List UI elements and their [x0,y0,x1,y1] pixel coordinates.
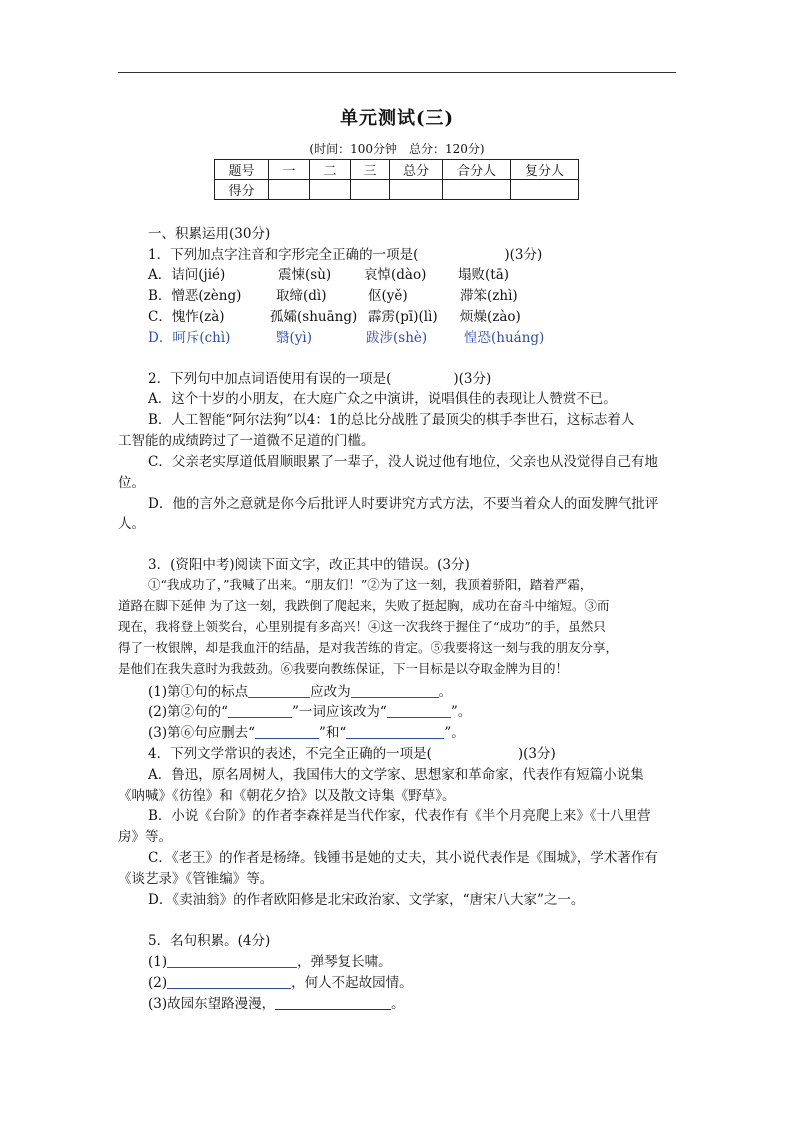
option-item: 塌败(tā) [458,267,510,283]
fill-blank[interactable] [255,724,319,739]
option-item: A．诘问(jié) [148,267,226,283]
exam-info: (时间：100分钟 总分：120分) [309,142,485,156]
question-1-option-c [148,308,521,326]
sub-question-text: (1)第①句的标点 [148,684,249,700]
option-item: 烦燥(zào) [460,309,521,325]
question-2-option-a: A．这个十岁的小朋友，在大庭广众之中演讲，说唱俱佳的表现让人赞赏不已。 [148,391,617,407]
sub-question-text: (3)第⑥句应删去“ [148,725,256,741]
fill-blank[interactable] [346,724,444,739]
question-points: )(3分) [504,247,543,263]
fill-blank[interactable] [167,974,291,989]
passage-line: ①“我成功了，”我喊了出来。“朋友们！”②为了这一刻，我顶着骄阳，踏着严霜， [148,577,593,592]
question-points: )(3分) [517,746,556,762]
passage-line: 现在，我将登上领奖台，心里别提有多高兴！④这一次我终于握住了“成功”的手，虽然只 [118,619,606,634]
question-stem-text: 1．下列加点字注音和字形完全正确的一项是( [148,247,419,263]
table-cell: 一 [269,160,310,180]
table-cell: 二 [310,160,351,180]
score-table-header-row [215,160,579,180]
sub-question-text: 。 [391,996,405,1012]
question-points: )(3分) [453,371,492,387]
sub-question-text: (1) [148,954,168,970]
sub-question-text: ”。 [450,704,472,720]
score-input-cell[interactable] [351,180,390,200]
option-item: 孤孀(shuāng) [270,309,358,325]
question-2-stem [148,370,491,388]
option-item: 震悚(sù) [278,267,332,283]
passage-line: 是他们在我失意时为我鼓劲。⑥我要向教练保证，下一目标是以夺取金牌为目的！ [118,661,569,676]
score-input-cell[interactable] [310,180,351,200]
question-2-option-d-line1: D．他的言外之意就是你今后批评人时要讲究方式方法，不要当着众人的面发脾气批评 [148,496,659,512]
question-2-option-c-line2: 位。 [118,475,145,491]
sub-question-text: 。 [438,684,453,700]
question-1-stem [148,246,542,264]
question-3-sub-3 [148,724,465,742]
score-input-cell[interactable] [390,180,443,200]
passage-line: 道路在脚下延伸 为了这一刻，我跌倒了爬起来，失败了挺起胸，成功在奋斗中缩短。③而 [118,598,610,613]
option-item: 滞笨(zhì) [460,288,518,304]
question-4-option-c-line1: C．《老王》的作者是杨绛。钱锺书是她的丈夫，其小说代表作是《围城》，学术著作有 [148,850,658,866]
question-5-sub-3 [148,995,405,1013]
question-4-option-a-line2: 《呐喊》《彷徨》和《朝花夕拾》以及散文诗集《野草》。 [118,788,456,804]
question-2-option-b-line1: B．人工智能“阿尔法狗”以4：1的总比分战胜了最顶尖的棋手李世石，这标志着人 [148,412,635,428]
section-heading: 一、积累运用(30分) [148,226,271,242]
table-cell: 三 [351,160,390,180]
option-item: 哀悼(dào) [364,267,427,283]
question-4-option-c-line2: 《谈艺录》《管锥编》等。 [118,871,274,887]
table-cell: 题号 [215,160,269,180]
page-title: 单元测试(三) [339,108,455,129]
option-item: 伛(yě) [368,288,408,304]
fill-blank[interactable] [275,995,391,1010]
question-2-option-c-line1: C．父亲老实厚道低眉顺眼累了一辈子，没人说过他有地位，父亲也从没觉得自己有地 [148,454,658,470]
score-input-cell[interactable] [443,180,511,200]
table-cell: 总分 [390,160,443,180]
sub-question-text: 应改为 [310,684,351,700]
question-3-stem: 3．(资阳中考)阅读下面文字，改正其中的错误。(3分) [148,557,470,573]
option-item: 霹雳(pī)(lì) [368,309,438,325]
question-4-option-b-line2: 房》等。 [118,829,172,845]
question-5-stem: 5．名句积累。(4分) [148,933,271,949]
fill-blank[interactable] [351,683,439,698]
sub-question-text: (2) [148,975,168,991]
question-4-stem [148,745,556,763]
sub-question-text: ”一词应该改为“ [292,704,387,720]
passage-line: 得了一枚银牌，却是我血汗的结晶，是对我苦练的肯定。⑤我要将这一刻与我的朋友分享， [118,640,619,655]
option-item: 取缔(dì) [276,288,327,304]
sub-question-text: (3)故园东望路漫漫， [148,996,276,1012]
top-rule [118,72,676,73]
fill-blank[interactable] [228,703,292,718]
option-item: 惶恐(huáng) [464,330,545,346]
question-3-sub-2 [148,703,471,721]
option-item: C．愧怍(zà) [148,309,225,325]
score-input-cell[interactable] [269,180,310,200]
question-4-option-d: D．《卖油翁》的作者欧阳修是北宋政治家、文学家，“唐宋八大家”之一。 [148,892,585,908]
question-5-sub-2 [148,974,413,992]
question-1-option-d [148,329,545,347]
fill-blank[interactable] [387,703,451,718]
sub-question-text: (2)第②句的“ [148,704,229,720]
question-1-option-b [148,287,518,305]
question-5-sub-1 [148,953,392,971]
question-2-option-b-line2: 工智能的成绩跨过了一道微不足道的门槛。 [118,433,375,449]
question-4-option-a-line1: A．鲁迅，原名周树人，我国伟大的文学家、思想家和革命家，代表作有短篇小说集 [148,767,644,783]
option-item: D．呵斥(chì) [148,330,231,346]
table-cell: 复分人 [511,160,579,180]
score-input-cell[interactable] [511,180,579,200]
sub-question-text: ”和“ [319,725,347,741]
sub-question-text: ，何人不起故园情。 [291,975,413,991]
table-cell: 得分 [215,180,269,200]
table-cell: 合分人 [443,160,511,180]
sub-question-text: ，弹琴复长啸。 [297,954,392,970]
score-table-score-row [215,180,579,200]
sub-question-text: ”。 [444,725,465,741]
question-1-option-a [148,266,510,284]
question-stem-text: 2．下列句中加点词语使用有误的一项是( [148,371,392,387]
option-item: 翳(yì) [276,330,312,346]
score-table [214,159,579,200]
question-3-sub-1 [148,683,452,701]
question-2-option-d-line2: 人。 [118,516,145,532]
fill-blank[interactable] [248,683,310,698]
question-4-option-b-line1: B．小说《台阶》的作者李森祥是当代作家，代表作有《半个月亮爬上来》《十八里营 [148,808,651,824]
option-item: B．憎恶(zèng) [148,288,242,304]
option-item: 跋涉(shè) [366,330,428,346]
fill-blank[interactable] [167,953,297,968]
question-stem-text: 4．下列文学常识的表述，不完全正确的一项是( [148,746,432,762]
